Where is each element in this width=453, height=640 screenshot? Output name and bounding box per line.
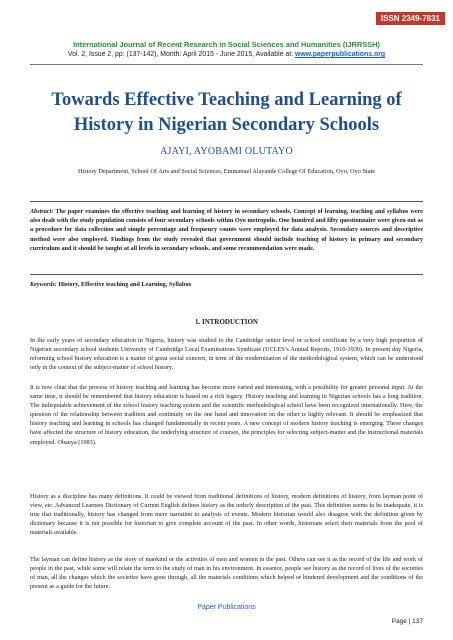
issn-badge: ISSN 2349-7831 <box>376 12 445 25</box>
body-paragraph-3: History as a discipline has many definitions. It could be viewed from traditional definitions of history, modern definitions of history, from layman point of view, etc. Advanced Learners Dictionary of Current English defines history as the orderly description of the past. This definition seems to be inadequate, it is true that traditionally, history has changed from mere narration to analysis of events. Modern historian would also disagree with the definition given by dictionary because it is not possible for historian to give complete account of the past. In other words, historians select their materials from the pool of materials available. <box>30 493 423 537</box>
title-line-1: Towards Effective Teaching and Learning of <box>51 90 402 110</box>
article-title <box>0 88 453 138</box>
author-affiliation: History Department, School Of Arts and Social Sciences, Emmanuel Alayande College Of Education, Oyo, Oyo State <box>77 168 376 175</box>
page-number: Page | 137 <box>391 618 423 625</box>
website-link[interactable]: www.paperpublications.org <box>294 51 386 58</box>
footer-publisher[interactable]: Paper Publications <box>197 604 256 611</box>
keywords-label: Keywords: <box>30 281 57 288</box>
volume-info-line <box>0 51 453 58</box>
keywords <box>30 281 423 288</box>
author-name: AJAYI, AYOBAMI OLUTAYO <box>160 146 293 157</box>
section-heading-introduction: 1. INTRODUCTION <box>194 318 258 326</box>
abstract <box>30 207 423 253</box>
volume-info: Vol. 2, Issue 2, pp: (137-142), Month: April 2015 - June 2015, Available at: <box>67 51 295 58</box>
journal-name: International Journal of Recent Research in Social Sciences and Humanities (IJRRSSH) <box>73 40 380 49</box>
keywords-text: History, Effective teaching and Learning, Syllabus <box>56 281 192 288</box>
body-paragraph-1: In the early years of secondary education in Nigeria, history was studied to the Cambridge senior level or school certificate by a very high proportion of Nigerian secondary school students University of Cambridge Local Examinations Syndicate (UCLES’s Annual Reports, 1910-1930). In present day Nigeria, reforming school history education is a matter of great social concern, in term of the modernization of the methodological system, which can be understood only in the context of the subject-matter of school history. <box>30 337 423 372</box>
body-paragraph-2: It is now clear that the process of history teaching and learning has become more varied and interesting, with a possibility for greater personal input. At the same time, it should be remembered that history education is based on a rich legacy. History teaching and learning in Nigerian schools has a long tradition. The indisputable achievement of the school history teaching system and the scientific methodological school have been recognized internationally. Here, the question of the relationship between tradition and continuity on the one hand and innovation on the other is highly relevant. It should be emphasized that history teaching and learning in schools has changed fundamentally in recent years. A new concept of modern history teaching is emerging. These changes have affected the structure of history education, the underlying structure of courses, the principles for selecting subject-matter and the instructional materials employed. Obanya (1983). <box>30 384 423 446</box>
abstract-label: Abstract: <box>30 208 54 215</box>
abstract-text: The paper examines the effective teaching and learning of history in secondary schools. Concept of learning, teaching and syllabus were also dealt with the study population consists of four secondary schools within Oyo metropolis. One hundred and fifty questionnaire were given out as a procedure for data collection and simple percentage and frequency counts were employed for data analysis. Secondary sources and descriptive method were also employed. Findings from the study revealed that government should include teaching of history in primary and secondary curriculum and it should be taught at all levels in secondary schools, and some recommendation were made. <box>30 208 423 252</box>
title-line-2: History in Nigerian Secondary Schools <box>73 115 380 135</box>
body-paragraph-4: The layman can define history as the story of mankind or the activities of men and women in the past. Others can see it as the record of the life and work of people in the past, while some will relate the term to the study of man in his environment. In essence, people see history as the record of lives of the societies of man, all the changes which the societies have gone through, all the materials conditions which helped or hindered development and the conditions of the present as a guide for the future. <box>30 556 423 591</box>
header-divider <box>30 64 423 65</box>
